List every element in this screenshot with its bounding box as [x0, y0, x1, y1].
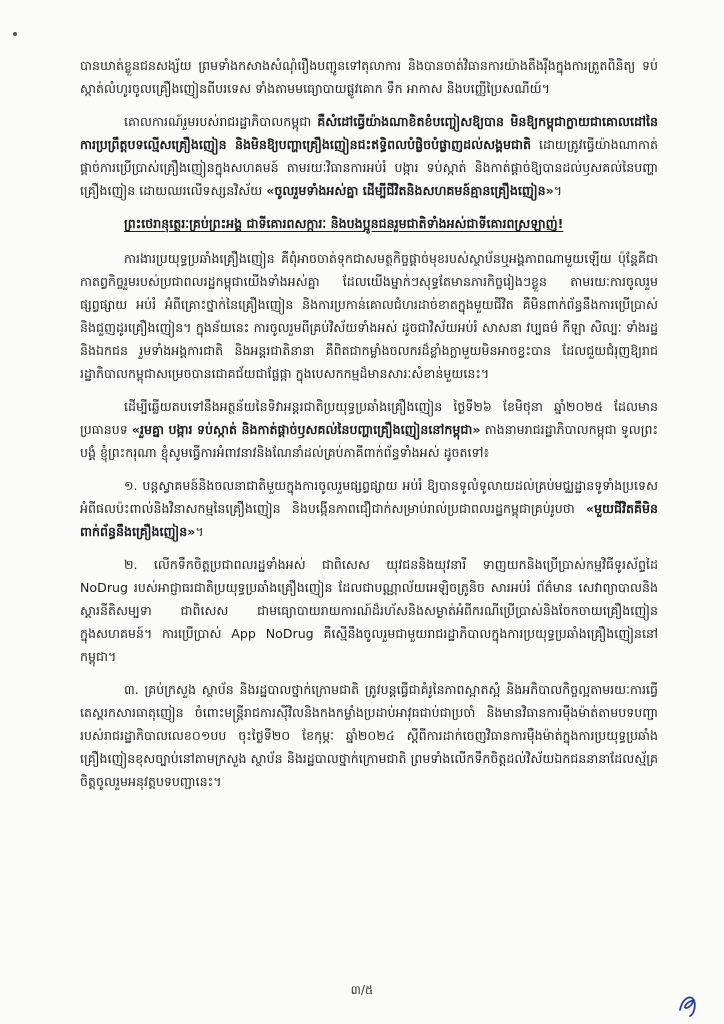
text-run: គោលការណ៍រួមរបស់រាជរដ្ឋាភិបាលកម្ពុជា [124, 114, 318, 129]
paragraph-p1 [80, 54, 658, 100]
text-run: ព្រះថេរានុត្ថេរៈគ្រប់ព្រះអង្គ ជាទីគោរពសក្ការៈ និងបងប្អូនជនរួមជាតិទាំងអស់ជាទីគោរពស្រឡាញ់! [124, 216, 564, 231]
text-run: ២. លើកទឹកចិត្តប្រជាពលរដ្ឋទាំងអស់ ជាពិសេស យុវជននិងយុវនារី ទាញយកនិងប្រើប្រាស់កម្មវិធីទូរស័ព្ទដៃ NoDrug របស់អាជ្ញាធរជាតិប្រយុទ្ធប្រឆាំងគ្រឿងញៀន ដែលជាបណ្ណាល័យអេឡិចត្រូនិច សារអប់រំ ព័ត៌មាន សេវាព្យាបាលនិងស្តារនីតិសម្បទា ជាពិសេស ជាមធ្យោបាយរាយការណ៍ដ៏រហ័សនិងសម្ងាត់អំពីករណីប្រើប្រាស់និងចែកចាយគ្រឿងញៀនក្នុងសហគមន៍។ ការប្រើប្រាស់ App NoDrug គឺស្មើនឹងចូលរួមជាមួយរាជរដ្ឋាភិបាលក្នុងការប្រយុទ្ធប្រឆាំងគ្រឿងញៀននៅកម្ពុជា។ [80, 557, 658, 664]
text-run: តាងនាមរាជរដ្ឋាភិបាលកម្ពុជា ទូលព្រះបង្គំ ខ្ញុំព្រះករុណា ខ្ញុំសូមធ្វើការអំពាវនាវនិងណែនាំដល់គ្រប់ភាគីពាក់ព័ន្ធទាំងអស់ ដូចតទៅ៖ [80, 422, 658, 460]
bold-text: គឺសំដៅធ្វើយ៉ាងណាខិតខំបញ្ចៀសឱ្យបាន មិនឱ្យកម្ពុជាក្លាយជាគោលដៅនៃការប្រព្រឹត្តបទល្មើសគ្រឿងញៀន និងមិនឱ្យបញ្ហាគ្រឿងញៀនជះឥទ្ធិពលបំផ្លិចបំផ្លាញដល់សង្គមជាតិ [80, 114, 658, 152]
paragraph-p7 [80, 553, 658, 668]
bold-text: «ចូលរួមទាំងអស់គ្នា ដើម្បីជីវិតនិងសហគមន៍គ្មានគ្រឿងញៀន» [266, 183, 554, 198]
text-run: ។ [195, 524, 204, 539]
text-run: ដើម្បីឆ្លើយតបទៅនឹងអត្ថន័យនៃទិវាអន្តរជាតិប្រយុទ្ធប្រឆាំងគ្រឿងញៀន ថ្ងៃទី២៦ ខែមិថុនា ឆ្នាំ២០២៥ ដែលមានប្រធានបទ [80, 399, 658, 437]
scan-speck [13, 32, 17, 36]
section-heading [80, 212, 658, 235]
text-run: ១. បន្តស្វាគមន៍និងចលនាជាតិមួយក្នុងការចូលរួមផ្សព្វផ្សាយ អប់រំ ឱ្យបានទូលំទូលាយដល់គ្រប់មជ្ឈដ្ឋានទូទាំងប្រទេស អំពីផលប៉ះពាល់និងវិនាសកម្មនៃគ្រឿងញៀន និងបង្កើនភាពជឿជាក់សម្រាប់រាល់ប្រជាពលរដ្ឋកម្ពុជាគ្រប់រូបថា [80, 478, 658, 516]
text-run: ដោយត្រូវធ្វើយ៉ាងណាកាត់ផ្តាច់ការប្រើប្រាស់គ្រឿងញៀនក្នុងសហគមន៍ តាមរយៈវិធានការអប់រំ បង្ការ ទប់ស្កាត់ និងកាត់ផ្តាច់ឱ្យបានដល់ឫសគល់នៃបញ្ហាគ្រឿងញៀន ដោយឈរលើទស្សនវិស័យ [80, 137, 658, 198]
text-run: បានឃាត់ខ្លួនជនសង្ស័យ ព្រមទាំងកសាងសំណុំរឿងបញ្ជូនទៅតុលាការ និងបានចាត់វិធានការយ៉ាងតឹងរ៉ឹងក្នុងការត្រួតពិនិត្យ ទប់ស្កាត់លំហូរចូលគ្រឿងញៀនពីបរទេស ទាំងតាមមធ្យោបាយផ្លូវគោក ទឹក អាកាស និងបញ្ញើប្រៃសណីយ៍។ [80, 58, 658, 96]
initial-mark-icon [674, 990, 704, 1018]
page-number: ៣/៥ [350, 983, 374, 997]
text-run: ។ [553, 183, 563, 198]
paragraph-p5 [80, 395, 658, 464]
bold-text: «មួយជីវិតគឺមិនពាក់ព័ន្ធនឹងគ្រឿងញៀន» [80, 501, 658, 539]
text-run: ការងារប្រយុទ្ធប្រឆាំងគ្រឿងញៀន គឺពុំអាចចាត់ទុកជាសមត្ថកិច្ចផ្តាច់មុខរបស់ស្ថាប័នឬអង្គភាពណាមួយឡើយ ប៉ុន្តែគឺជាកាតព្វកិច្ចរួមរបស់ប្រជាពលរដ្ឋកម្ពុជាយើងទាំងអស់គ្នា ដែលយើងម្នាក់ៗសុទ្ធតែមានភារកិច្ចរៀងៗខ្លួន តាមរយៈការចូលរួមផ្សព្វផ្សាយ អប់រំ អំពីគ្រោះថ្នាក់នៃគ្រឿងញៀន និងការប្រកាន់គោលជំហរដាច់ខាតក្នុងមួយជីវិត គឺមិនពាក់ព័ន្ធនឹងការប្រើប្រាស់និងជួញដូរគ្រឿងញៀន។ ក្នុងន័យនេះ ការចូលរួមពីគ្រប់វិស័យទាំងអស់ ដូចជាវិស័យអប់រំ សាសនា វប្បធម៌ កីឡា សិល្បៈ ទាំងរដ្ឋនិងឯកជន រួមទាំងអង្គការជាតិ និងអន្តរជាតិនានា គឺពិតជាកម្លាំងចលករដ៏ខ្លាំងក្លាមួយមិនអាចខ្វះបាន ដែលជួយជំរុញឱ្យរាជរដ្ឋាភិបាលកម្ពុជាសម្រេចបានជោគជ័យជាផ្លែផ្កា ក្នុងបេសកកម្មដ៏មានសារៈសំខាន់មួយនេះ។ [80, 251, 658, 381]
text-run: ៣. គ្រប់ក្រសួង ស្ថាប័ន និងរដ្ឋបាលថ្នាក់ក្រោមជាតិ ត្រូវបន្តធ្វើជាគំរូនៃភាពស្អាតស្អំ និងអភិបាលកិច្ចល្អតាមរយៈការធ្វើតេស្តរកសារធាតុញៀន ចំពោះមន្ត្រីរាជការស៊ីវិលនិងកងកម្លាំងប្រដាប់អាវុធជាប់ជាប្រចាំ និងមានវិធានការម៉ឺងម៉ាត់តាមបទបញ្ជារបស់រាជរដ្ឋាភិបាលលេខ០១បប ចុះថ្ងៃទី២០ ខែកុម្ភៈ ឆ្នាំ២០២៤ ស្តីពីការដាក់ចេញវិធានការម៉ឺងម៉ាត់ក្នុងការប្រយុទ្ធប្រឆាំងគ្រឿងញៀនខុសច្បាប់នៅតាមក្រសួង ស្ថាប័ន និងរដ្ឋបាលថ្នាក់ក្រោមជាតិ ព្រមទាំងលើកទឹកចិត្តដល់វិស័យឯកជននានាដែលស្ម័គ្រចិត្តចូលរួមអនុវត្តបទបញ្ជានេះ។ [80, 682, 658, 789]
paragraph-p2 [80, 110, 658, 202]
paragraph-p4 [80, 247, 658, 385]
document-body [80, 54, 658, 803]
paragraph-p6 [80, 474, 658, 543]
paragraph-p8 [80, 678, 658, 793]
bold-text: «រួមគ្នា បង្ការ ទប់ស្កាត់ និងកាត់ផ្តាច់ឫសគល់នៃបញ្ហាគ្រឿងញៀននៅកម្ពុជា» [131, 422, 481, 437]
